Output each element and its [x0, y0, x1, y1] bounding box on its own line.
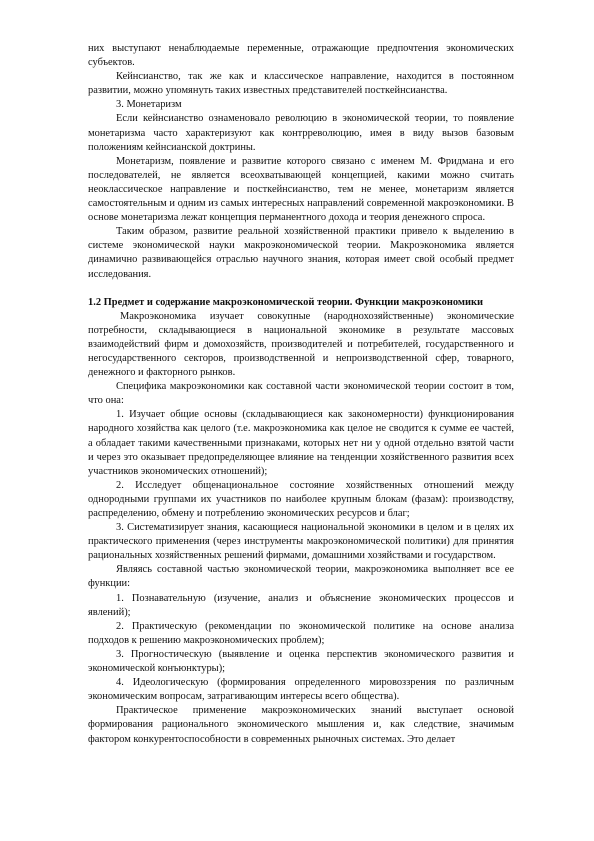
paragraph-counterrevolution: Если кейнсианство ознаменовало революцию в экономической теории, то появление монетаризма часто характеризуют как контрреволюцию, имея в виду вызов базовым положениям кейнсианской доктрины.: [88, 113, 514, 153]
paragraph-functions-intro: Являясь составной частью экономической теории, макроэкономика выполняет все ее функции:: [88, 564, 514, 590]
list-item-specifics-1: 1. Изучает общие основы (складывающиеся как закономерности) функционирования народного хозяйства как целого (т.е. макроэкономика как целое не сводится к сумме ее частей, а обладает такими качественными признаками, которых нет ни у одной отдельно взятой части и через это оказывает предопределяющее влияние на тенденции хозяйственного развития всех участников экономических отношений);: [88, 409, 514, 477]
paragraph-keynesianism-development: Кейнсианство, так же как и классическое направление, находится в постоянном развитии, можно упомянуть таких известных представителей посткейнсианства.: [88, 71, 514, 97]
list-item-function-2: 2. Практическую (рекомендации по экономической политике на основе анализа подходов к решению макроэкономических проблем);: [88, 620, 514, 646]
list-item-function-4: 4. Идеологическую (формирования определенного мировоззрения по различным экономическим вопросам, затрагивающим интересы всего общества).: [88, 677, 514, 703]
paragraph-conclusion: Таким образом, развитие реальной хозяйственной практики привело к выделению в системе экономической науки макроэкономической теории. Макроэкономика является динамично развивающейся отраслью научного знания, которая имеет свой особый предмет исследования.: [88, 226, 514, 280]
paragraph-specifics-intro: Специфика макроэкономики как составной части экономической теории состоит в том, что она:: [88, 381, 514, 407]
list-item-specifics-2: 2. Исследует общенациональное состояние хозяйственных отношений между однородными группами их участников по наиболее крупным блокам (фазам): производству, распределению, обмену и потреблению экономических ресурсов и благ;: [88, 479, 514, 519]
list-item-function-1: 1. Познавательную (изучение, анализ и объяснение экономических процессов и явлений);: [88, 592, 514, 618]
section-monetarism-label: 3. Монетаризм: [116, 99, 182, 111]
paragraph-monetarism-friedman: Монетаризм, появление и развитие которого связано с именем М. Фридмана и его последователей, не является всеохватывающей концепцией, какими можно считать неоклассическое направление и посткейнсианство, тем не менее, монетаризм является самостоятельным и одним из самых интересных направлений современной макроэкономики. В основе монетаризма лежат концепция перманентного дохода и теория денежного спроса.: [88, 155, 514, 224]
list-item-specifics-3: 3. Систематизирует знания, касающиеся национальной экономики в целом и в целях их практического применения (через инструменты макроэкономической политики) для принятия рациональных хозяйственных решений фирмами, домашними хозяйствами и государством.: [88, 522, 514, 562]
paragraph-continuation: них выступают ненаблюдаемые переменные, отражающие предпочтения экономических субъектов.: [88, 43, 514, 69]
paragraph-practical-application: Практическое применение макроэкономических знаний выступает основой формирования рационального экономического мышления и, как следствие, значимым фактором конкурентоспособности в современных рыночных системах. Это делает: [88, 705, 514, 745]
paragraph-macroeconomics-definition: Макроэкономика изучает совокупные (народнохозяйственные) экономические потребности, складывающиеся в национальной экономике в результате массовых взаимодействий фирм и домохозяйств, производителей и потребителей, государственного и негосударственного секторов, производственной и непроизводственной сфер, товарного, денежного и факторного рынков.: [88, 310, 514, 379]
section-heading: 1.2 Предмет и содержание макроэкономической теории. Функции макроэкономики: [88, 296, 484, 308]
list-item-function-3: 3. Прогностическую (выявление и оценка перспектив экономического развития и экономической конъюнктуры);: [88, 648, 514, 675]
